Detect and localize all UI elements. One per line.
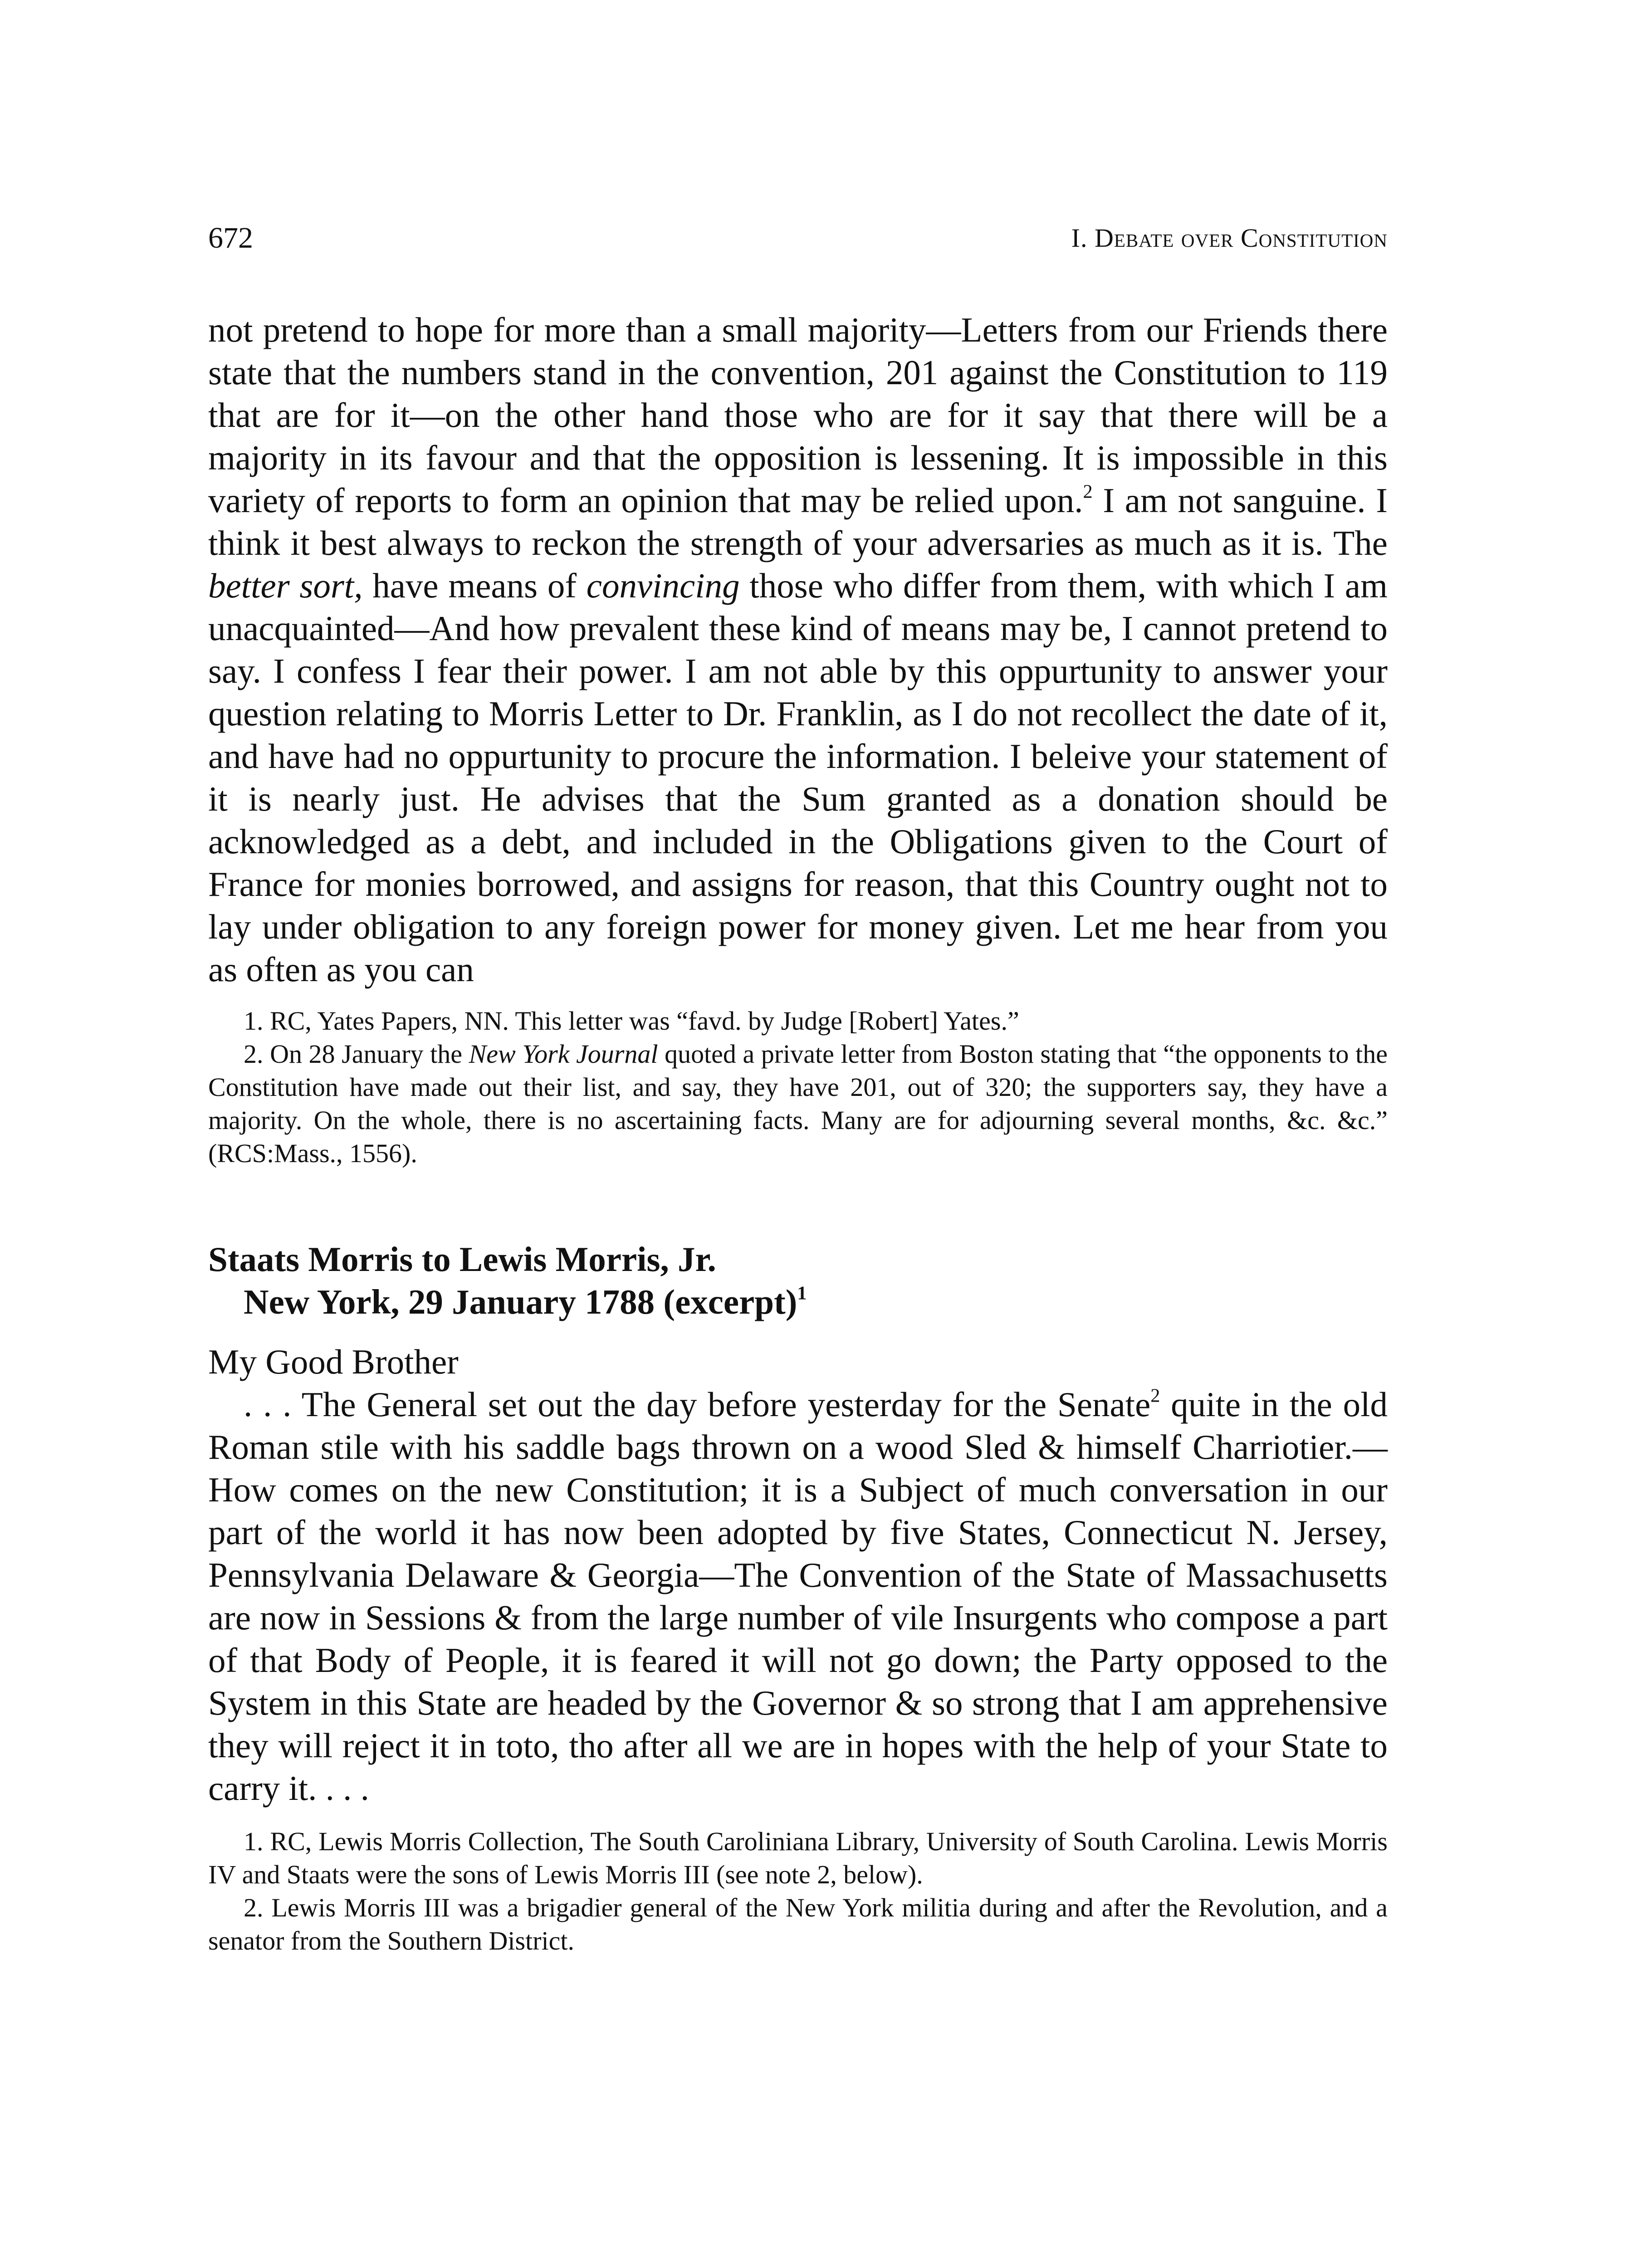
footnote-text: quoted a private letter from Boston stating that “the opponents to the Constitution have made out their list, and say, they have 201, out of 320; the supporters say, they have a majority. On the whole, there is no ascertaining facts. Many are for adjourning several months, &c. &c.” (RCS:Mass., 1556). xyxy=(208,1039,1388,1168)
paragraph-text: I am not sanguine. I think it best always to reckon the strength of your adversaries as much as it is. The xyxy=(208,481,1388,562)
letter-continuation-paragraph xyxy=(208,308,1388,991)
footnotes-letter-2 xyxy=(208,1825,1388,1957)
section-title: I. Debate over Constitution xyxy=(1071,223,1388,253)
body-text xyxy=(208,308,1388,1957)
paragraph-text: have means of xyxy=(362,566,587,605)
footnote-ref: 1 xyxy=(797,1282,807,1304)
italic-text: New York Journal xyxy=(469,1039,658,1069)
letter-paragraph xyxy=(208,1383,1388,1809)
footnotes-letter-1 xyxy=(208,1004,1388,1170)
salutation: My Good Brother xyxy=(208,1342,459,1381)
paragraph-text: quite in the old Roman stile with his saddle bags thrown on a wood Sled & himself Charriotier.—How comes on the new Constitution; it is a Subject of much conversation in our part of the world it has now been adopted by five States, Connecticut N. Jersey, Pennsylvania Delaware & Georgia—The Convention of the State of Massachusetts are now in Sessions & from the large number of vile Insurgents who compose a part of that Body of People, it is feared it will not go down; the Party opposed to the System in this State are headed by the Governor & so strong that I am apprehensive they will reject it in toto, tho after all we are in hopes with the help of your State to carry it. . . . xyxy=(208,1385,1388,1808)
footnote-ref: 2 xyxy=(1083,481,1093,503)
italic-text: convincing xyxy=(586,566,740,605)
document-page xyxy=(208,0,1388,2268)
heading-line-1: Staats Morris to Lewis Morris, Jr. xyxy=(208,1240,716,1279)
running-head xyxy=(208,218,1388,259)
footnote-2: 2. Lewis Morris III was a brigadier general of the New York militia during and after the Revolution, and a senator from the Southern District. xyxy=(208,1893,1388,1955)
page-number: 672 xyxy=(208,221,253,254)
paragraph-text: not pretend to hope for more than a small majority—Letters from our Friends there state that the numbers stand in the convention, 201 against the Constitution to 119 that are for it—on the other hand those who are for it say that there will be a majority in its favour and that the opposition is lessening. It is impossible in this variety of reports to form an opinion that may be relied upon. xyxy=(208,310,1388,520)
heading-dateline: New York, 29 January 1788 (excerpt) xyxy=(244,1282,797,1321)
heading-line-2 xyxy=(208,1281,1388,1323)
paragraph-text: . . . The General set out the day before yesterday for the Senate xyxy=(244,1385,1151,1424)
footnote-1: 1. RC, Lewis Morris Collection, The South Caroliniana Library, University of South Carolina. Lewis Morris IV and Staats were the sons of Lewis Morris III (see note 2, below). xyxy=(208,1827,1388,1889)
footnote-text: 2. On 28 January the xyxy=(244,1039,469,1069)
footnote-2 xyxy=(208,1037,1388,1170)
footnote-1: 1. RC, Yates Papers, NN. This letter was “favd. by Judge [Robert] Yates.” xyxy=(244,1006,1019,1036)
footnote-ref: 2 xyxy=(1150,1385,1160,1407)
paragraph-text: those who differ from them, with which I am unacquainted—And how prevalent these kind of means may be, I cannot pretend to say. I confess I fear their power. I am not able by this oppurtunity to answer your question relating to Morris Letter to Dr. Franklin, as I do not recollect the date of it, and have had no oppurtunity to procure the information. I beleive your statement of it is nearly just. He advises that the Sum granted as a donation should be acknowledged as a debt, and included in the Obligations given to the Court of France for monies borrowed, and assigns for reason, that this Country ought not to lay under obligation to any foreign power for money given. Let me hear from you as often as you can xyxy=(208,566,1388,989)
document-heading xyxy=(208,1238,1388,1323)
italic-text: better sort, xyxy=(208,566,363,605)
